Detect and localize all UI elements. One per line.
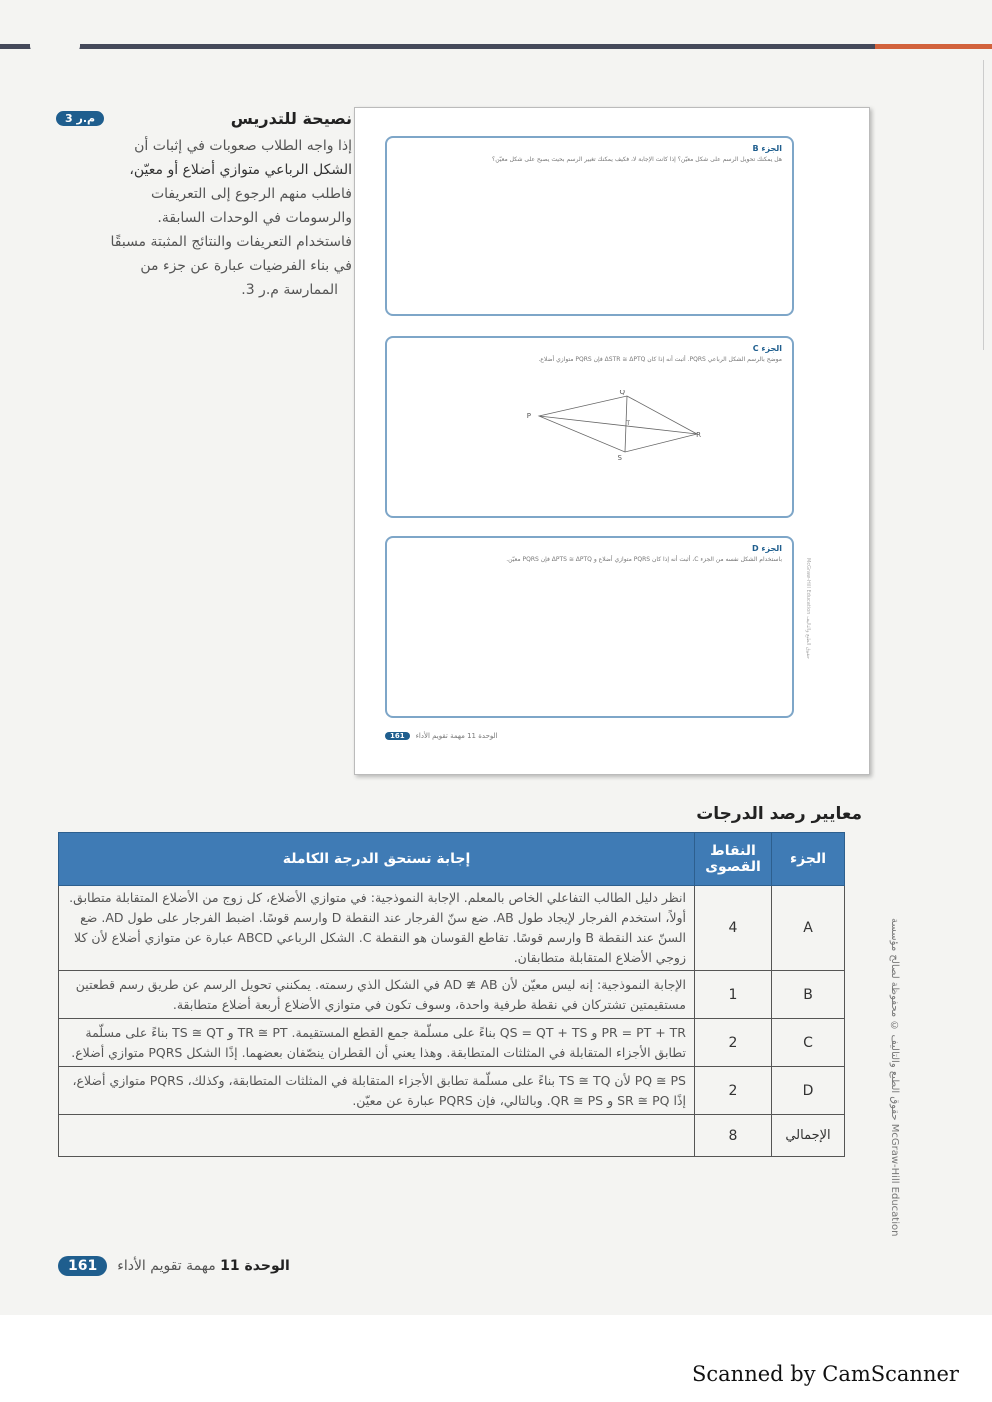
row-points: 1 bbox=[695, 971, 772, 1019]
total-empty-cell bbox=[59, 1115, 695, 1157]
total-points: 8 bbox=[695, 1115, 772, 1157]
page-footer bbox=[58, 1256, 290, 1276]
table-row bbox=[59, 971, 845, 1019]
header-points: النقاط القصوى bbox=[695, 833, 772, 886]
right-edge-bar bbox=[983, 60, 992, 350]
rubric-table bbox=[58, 832, 845, 1157]
teaching-tip-header bbox=[56, 104, 352, 132]
row-points: 4 bbox=[695, 886, 772, 971]
row-answer: انظر دليل الطالب التفاعلي الخاص بالمعلم. الإجابة النموذجية: في متوازي الأضلاع، كل زوج من الأضلاع المتقابلة متطابق. أولاً، استخدم الفرجار لإيجاد طول AB. ضع سنّ الفرجار عند النقطة D وارسم قوسًا. اضبط الفرجار على طول AD. ضع السنّ عند النقطة B وارسم قوسًا. تقاطع القوسان هو النقطة C. الشكل الرباعي ABCD عبارة عن متوازي أضلاع لأن كلا زوجي الأضلاع المتقابلة متطابقان. bbox=[59, 886, 695, 971]
practice-badge: م.ر 3 bbox=[56, 111, 104, 126]
tip-line: الممارسة م.ر 3. bbox=[241, 282, 338, 298]
total-label: الإجمالي bbox=[772, 1115, 845, 1157]
footer-text bbox=[117, 1258, 290, 1274]
part-c-text: موضح بالرسم الشكل الرباعي PQRS. أثبت أنه إذا كان ΔSTR ≅ ΔPTQ فإن PQRS متوازي أضلاع. bbox=[538, 356, 782, 363]
table-row bbox=[59, 1067, 845, 1115]
tip-line: الشكل الرباعي متوازي أضلاع أو معيّن، bbox=[129, 162, 352, 178]
part-b-text: هل يمكنك تحويل الرسم على شكل معيّن؟ إذا كانت الإجابة لا، فكيف يمكنك تغيير الرسم بحيث يصبح على شكل معيّن؟ bbox=[492, 156, 782, 163]
vertex-p-label: P bbox=[527, 412, 531, 420]
header-answer: إجابة تستحق الدرجة الكاملة bbox=[59, 833, 695, 886]
vertex-s-label: S bbox=[617, 454, 622, 460]
row-points: 2 bbox=[695, 1019, 772, 1067]
row-answer: الإجابة النموذجية: إنه ليس معيّن لأن AD ≇ AB في الشكل الذي رسمته. يمكنني تحويل الرسم عن طريق رسم قطعتين مستقيمتين تشتركان في نقطة طرفية واحدة، وسوف تكون في متوازي الأضلاع أربعة أضلاع متطابقة. bbox=[59, 971, 695, 1019]
row-part: B bbox=[772, 971, 845, 1019]
row-answer: PR = PT + TR و QS = QT + TS بناءً على مسلّمة جمع القطع المستقيمة. TR ≅ PT و TS ≅ QT بناءً على مسلّمة تطابق الأجزاء المتقابلة في المثلثات المتطابقة. وهذا يعني أن القطران ينصّفان بعضهما. إذًا الشكل PQRS متوازي أضلاع. bbox=[59, 1019, 695, 1067]
part-c-label: الجزء C bbox=[752, 344, 782, 353]
scanner-watermark: Scanned by CamScanner bbox=[692, 1362, 959, 1386]
row-part: C bbox=[772, 1019, 845, 1067]
student-page-thumbnail bbox=[354, 107, 870, 775]
part-d-text: باستخدام الشكل نفسه من الجزء C، أثبت أنه إذا كان PQRS متوازي أضلاع و ΔPTS ≅ ΔPTQ فإن PQRS معيّن. bbox=[506, 556, 782, 563]
tip-line: فاستخدام التعريفات والنتائج المثبتة مسبقًا bbox=[110, 234, 352, 250]
top-bar bbox=[0, 44, 992, 49]
part-d-box bbox=[385, 536, 794, 718]
teaching-tip-title: نصيحة للتدريس bbox=[230, 108, 352, 128]
vertex-r-label: R bbox=[696, 431, 701, 439]
part-d-label: الجزء D bbox=[751, 544, 782, 553]
footer-task: مهمة تقويم الأداء bbox=[117, 1258, 216, 1274]
row-points: 2 bbox=[695, 1067, 772, 1115]
page-number-badge: 161 bbox=[58, 1256, 107, 1276]
thumbnail-page-number: 161 bbox=[385, 732, 410, 740]
thumbnail-footer bbox=[385, 732, 498, 740]
table-row bbox=[59, 886, 845, 971]
tip-line: في بناء الفرضيات عبارة عن جزء من bbox=[140, 258, 352, 274]
total-row bbox=[59, 1115, 845, 1157]
row-answer: PQ ≅ PS لأن TS ≅ TQ بناءً على مسلّمة تطابق الأجزاء المتقابلة في المثلثات المتطابقة، وكذلك، PQRS متوازي أضلاع، إذًا SR ≅ PQ و QR ≅ PS. وبالتالي، فإن PQRS عبارة عن معيّن. bbox=[59, 1067, 695, 1115]
vertical-copyright: حقوق الطبع والتأليف © محفوظة لصالح مؤسسة McGraw-Hill Education bbox=[889, 918, 900, 1236]
part-c-box bbox=[385, 336, 794, 518]
vertex-q-label: Q bbox=[619, 390, 625, 396]
teaching-tip-body bbox=[56, 134, 352, 302]
thumbnail-side-note: McGraw-Hill Education حقوق الطبع والتأليف bbox=[805, 558, 811, 659]
top-bar-accent bbox=[875, 44, 992, 49]
footer-unit: الوحدة 11 bbox=[220, 1258, 290, 1274]
row-part: A bbox=[772, 886, 845, 971]
tip-line: إذا واجه الطلاب صعوبات في إثبات أن bbox=[134, 138, 352, 154]
tip-line: فاطلب منهم الرجوع إلى التعريفات bbox=[150, 186, 352, 202]
thumbnail-footer-text: الوحدة 11 مهمة تقويم الأداء bbox=[415, 732, 498, 740]
top-bar-notch bbox=[30, 44, 80, 52]
header-part: الجزء bbox=[772, 833, 845, 886]
rubric-header-row bbox=[59, 833, 845, 886]
vertex-t-label: T bbox=[626, 420, 630, 427]
quadrilateral-diagram bbox=[527, 390, 727, 460]
part-b-label: الجزء B bbox=[752, 144, 782, 153]
teaching-tip bbox=[56, 104, 352, 302]
tip-line: والرسومات في الوحدات السابقة. bbox=[157, 210, 352, 226]
rubric-title: معايير رصد الدرجات bbox=[696, 804, 862, 824]
table-row bbox=[59, 1019, 845, 1067]
row-part: D bbox=[772, 1067, 845, 1115]
part-b-box bbox=[385, 136, 794, 316]
